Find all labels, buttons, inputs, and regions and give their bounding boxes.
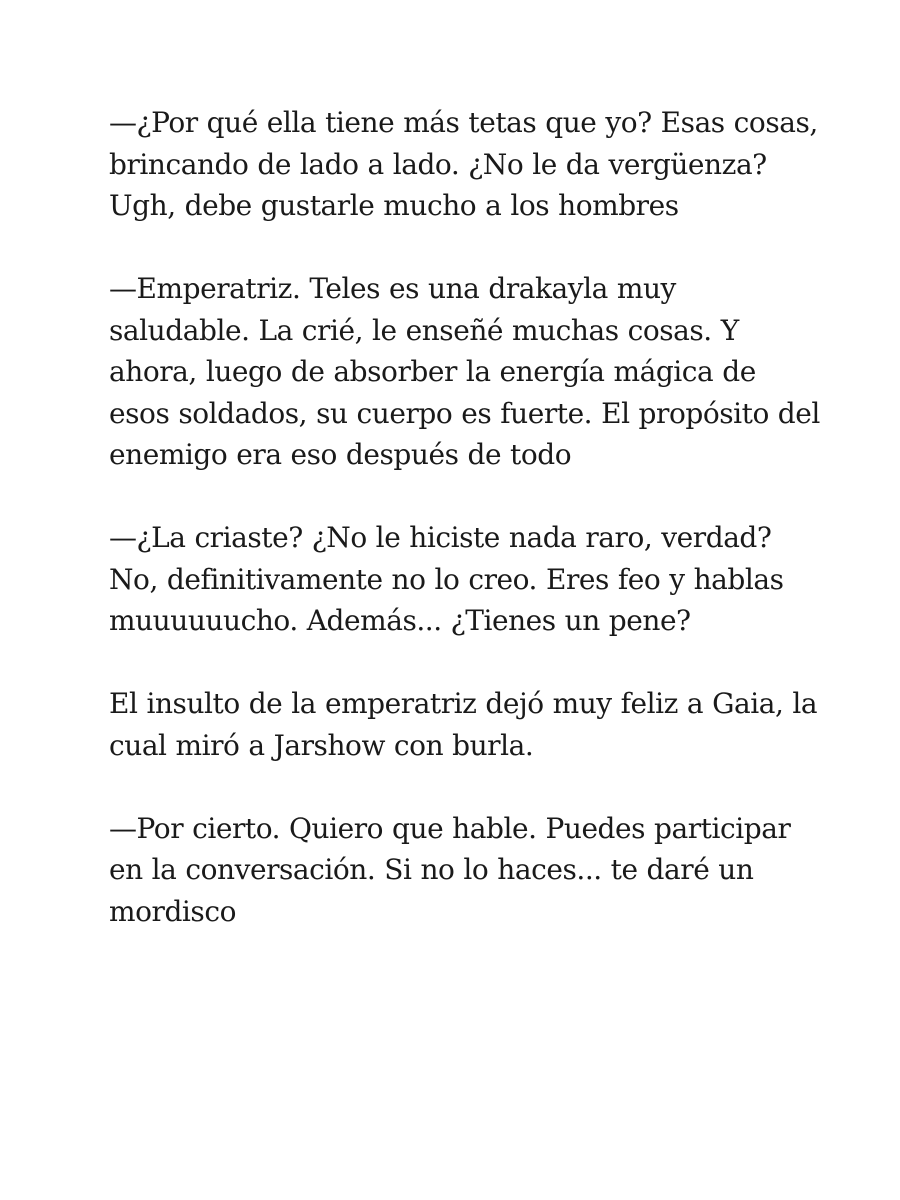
paragraph-3: —¿La criaste? ¿No le hiciste nada raro, verdad? No, definitivamente no lo creo. Eres feo y hablas muuuuuucho. Además... ¿Tienes un pene? [109, 521, 784, 637]
paragraph-5: —Por cierto. Quiero que hable. Puedes participar en la conversación. Si no lo haces... te daré un mordisco [109, 811, 791, 928]
paragraph-2: —Emperatriz. Teles es una drakayla muy saludable. La crié, le enseñé muchas cosas. Y ahora, luego de absorber la energía mágica de esos soldados, su cuerpo es fuerte. El propósito del enemigo era eso después de todo [109, 272, 820, 471]
paragraph-1: —¿Por qué ella tiene más tetas que yo? Esas cosas, brincando de lado a lado. ¿No le da vergüenza? Ugh, debe gustarle mucho a los hombres [109, 106, 818, 222]
paragraph-4: El insulto de la emperatriz dejó muy feliz a Gaia, la cual miró a Jarshow con burla. [109, 687, 818, 762]
